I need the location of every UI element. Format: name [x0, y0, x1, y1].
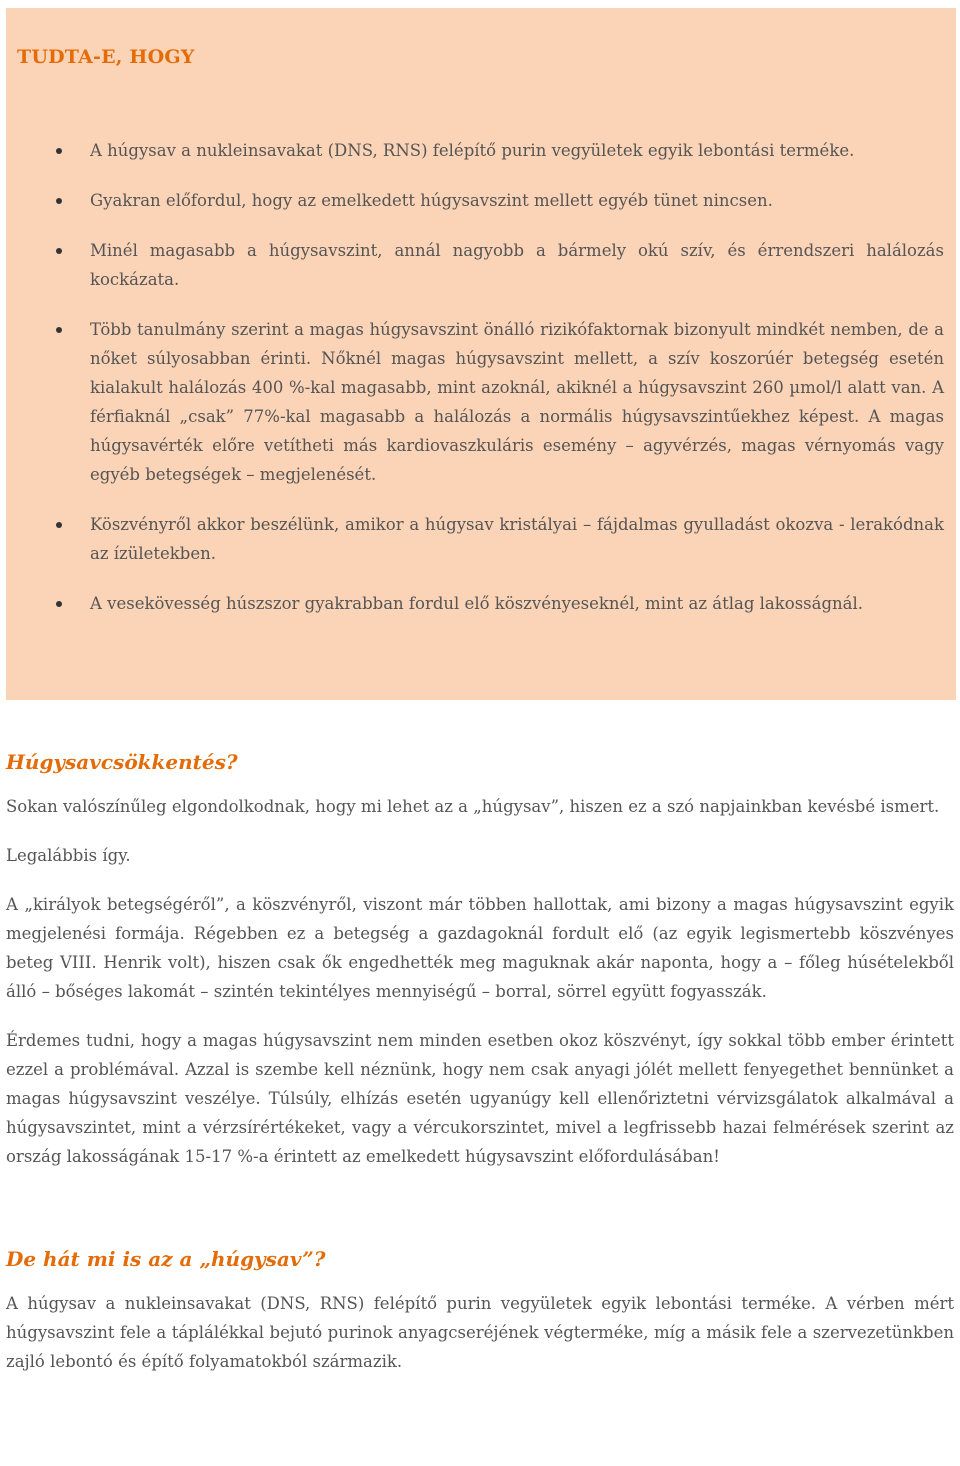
paragraph: Érdemes tudni, hogy a magas húgysavszint nem minden esetben okoz köszvényt, így sokkal több ember érintett ezzel a problémával. Azzal is szembe kell néznünk, hogy nem csak anyagi jólét mellett fenyegethet bennünket a magas húgysavszint veszélye. Túlsúly, elhízás esetén ugyanúgy kell ellenőriztetni vérvizsgálatok alkalmával a húgysavszintet, mint a vérzsírértékeket, vagy a vércukorszintet, mivel a legfrissebb hazai felmérések szerint az ország lakosságának 15-17 %-a érintett az emelkedett húgysavszint előfordulásában! — [6, 1031, 954, 1166]
info-bullet-list — [6, 136, 956, 639]
section-heading: De hát mi is az a „húgysav”? — [6, 1247, 326, 1271]
paragraph: Legalábbis így. — [6, 846, 131, 865]
paragraph: Sokan valószínűleg elgondolkodnak, hogy mi lehet az a „húgysav”, hiszen ez a szó napjainkban kevésbé ismert. — [6, 797, 940, 816]
list-item — [6, 315, 956, 489]
list-item — [6, 236, 956, 294]
bullet-icon — [56, 601, 62, 607]
paragraph: A húgysav a nukleinsavakat (DNS, RNS) felépítő purin vegyületek egyik lebontási terméke. A vérben mért húgysavszint fele a táplálékkal bejutó purinok anyagcseréjének végterméke, míg a másik fele a szervezetünkben zajló lebontó és építő folyamatokból származik. — [6, 1294, 954, 1371]
list-item — [6, 136, 956, 165]
section-what-is-uric-acid — [6, 1241, 954, 1376]
bullet-icon — [56, 327, 62, 333]
list-item-text: A vesekövesség húszszor gyakrabban fordul elő köszvényeseknél, mint az átlag lakosságnál. — [90, 594, 864, 613]
section-heading: Húgysavcsökkentés? — [6, 750, 238, 774]
list-item-text: Gyakran előfordul, hogy az emelkedett húgysavszint mellett egyéb tünet nincsen. — [90, 191, 773, 210]
list-item — [6, 510, 956, 568]
article-content — [6, 744, 954, 1376]
section-uric-acid-reduction — [6, 744, 954, 1171]
list-item-text: A húgysav a nukleinsavakat (DNS, RNS) felépítő purin vegyületek egyik lebontási terméke. — [90, 141, 855, 160]
list-item — [6, 589, 956, 618]
list-item-text: Több tanulmány szerint a magas húgysavszint önálló rizikófaktornak bizonyult mindkét nemben, de a nőket súlyosabban érinti. Nőknél magas húgysavszint mellett, a szív koszorúér betegség esetén kialakult halálozás 400 %-kal magasabb, mint azoknál, akiknél a húgysavszint 260 µmol/l alatt van. A férfiaknál „csak” 77%-kal magasabb a halálozás a normális húgysavszintűekhez képest. A magas húgysavérték előre vetítheti más kardiovaszkuláris esemény – agyvérzés, magas vérnyomás vagy egyéb betegségek – megjelenését. — [90, 320, 944, 484]
bullet-icon — [56, 522, 62, 528]
bullet-icon — [56, 248, 62, 254]
list-item-text: Köszvényről akkor beszélünk, amikor a húgysav kristályai – fájdalmas gyulladást okozva - lerakódnak az ízületekben. — [90, 515, 944, 563]
info-box — [6, 8, 956, 700]
bullet-icon — [56, 148, 62, 154]
list-item-text: Minél magasabb a húgysavszint, annál nagyobb a bármely okú szív, és érrendszeri halálozás kockázata. — [90, 241, 944, 289]
list-item — [6, 186, 956, 215]
bullet-icon — [56, 198, 62, 204]
paragraph: A „királyok betegségéről”, a köszvényről, viszont már többen hallottak, ami bizony a magas húgysavszint egyik megjelenési formája. Régebben ez a betegség a gazdagoknál fordult elő (az egyik legismertebb köszvényes beteg VIII. Henrik volt), hiszen csak ők engedhették meg maguknak akár naponta, hogy a – főleg húsételekből álló – bőséges lakomát – szintén tekintélyes mennyiségű – borral, sörrel együtt fogyasszák. — [6, 895, 954, 1001]
info-box-title: TUDTA-E, HOGY — [17, 46, 195, 68]
